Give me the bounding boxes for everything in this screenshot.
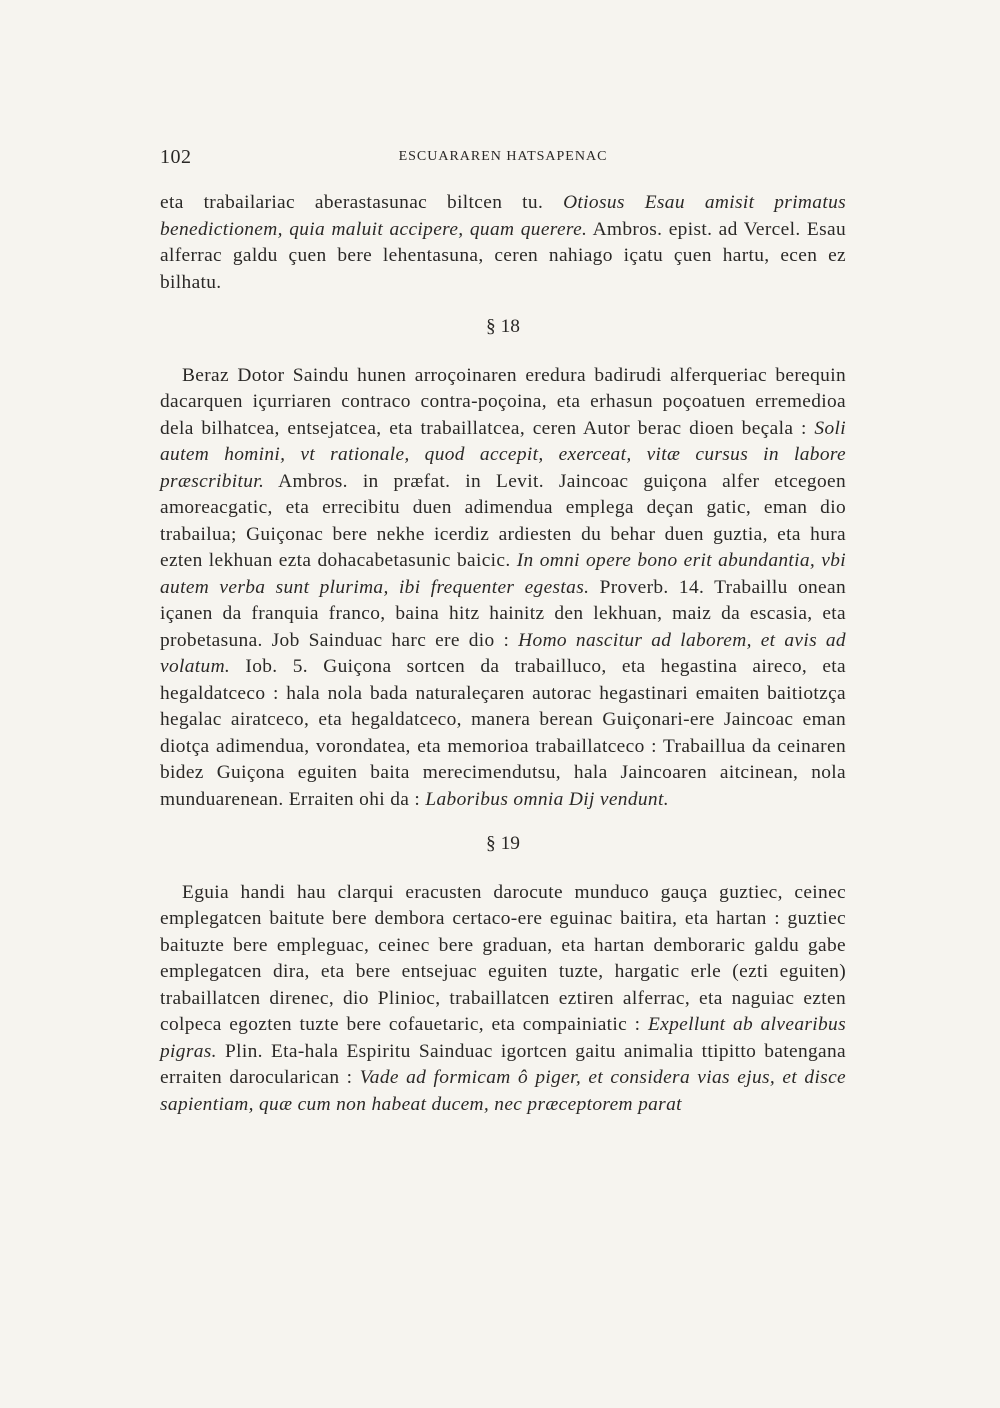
text-run: Ambros. epist. ad Vercel. Esau alferrac galdu çuen bere lehentasuna, ceren nahiago içatu çuen hartu, ecen ez bilhatu. — [160, 218, 846, 293]
page-number: 102 — [160, 146, 192, 168]
text-run: Beraz Dotor Saindu hunen arroçoinaren eredura badirudi alferqueriac berequin dacarquen içurriaren contraco contra-poçoina, eta erhasun poçoatuen erremedioa dela bilhatcea, entsejatcea, eta trabaillatcea, ceren Autor berac dioen beçala : — [160, 364, 846, 439]
text-run: Plin. Eta-hala Espiritu Sainduac igortcen gaitu animalia ttipitto batengana erraiten darocularican : — [160, 1040, 846, 1088]
latin-quotation: Expellunt ab alvearibus pigras. — [160, 1014, 846, 1062]
paragraph-continuation — [160, 190, 846, 296]
latin-quotation: In omni opere bono erit abundantia, vbi autem verba sunt plurima, ibi frequenter egestas. — [160, 550, 846, 598]
book-page — [160, 140, 846, 1118]
text-run: Eguia handi hau clarqui eracusten darocute munduco gauça guztiec, ceinec emplegatcen baitute bere dembora certaco-ere eguinac baitira, eta hartan : guztiec baituzte bere empleguac, ceinec bere graduan, eta hartan demboraric galdu gabe emplegatcen dira, eta bere entsejuac eguiten tuzte, hargatic erle (ezti eguiten) trabaillatcen direnec, dio Plinioc, trabaillatcen eztiren alferrac, eta naguiac ezten colpeca egozten tuzte bere cofauetaric, eta compainiatic : — [160, 881, 846, 1035]
latin-quotation: Otiosus Esau amisit primatus benedictionem, quia maluit accipere, quam querere. — [160, 192, 847, 240]
section-heading-18: § 18 — [486, 316, 520, 337]
text-run: Iob. 5. Guiçona sortcen da trabailluco, eta hegastina aireco, eta hegaldatceco : hala nola bada naturaleçaren autorac hegastinari emaiten baitiotzça hegalac airatceco, eta hegaldatceco, manera berean Guiçonari-ere Jaincoac eman diotça adimendua, vorondatea, eta memorioa trabaillatceco : Trabaillua da ceinaren bidez Guiçona eguiten baita merecimendutsu, hala Jaincoaren aitcinean, nola munduarenean. Erraiten ohi da : — [160, 656, 846, 810]
text-run: eta trabailariac aberastasunac biltcen tu. — [160, 192, 564, 213]
paragraph-section-19 — [160, 880, 846, 1119]
latin-quotation: Vade ad formicam ô piger, et considera vias ejus, et disce sapientiam, quæ cum non habeat ducem, nec præceptorem parat — [160, 1067, 846, 1115]
text-run: Proverb. 14. Trabaillu onean içanen da franquia franco, baina hitz hainitz den lekhuan, maiz da escasia, eta probetasuna. Job Sainduac harc ere dio : — [160, 576, 846, 651]
section-heading-19: § 19 — [486, 833, 520, 854]
paragraph-section-18 — [160, 363, 846, 814]
latin-quotation: Soli autem homini, vt rationale, quod accepit, exerceat, vitæ cursus in labore præscribitur. — [160, 417, 846, 492]
latin-quotation: Laboribus omnia Dij vendunt. — [425, 788, 669, 810]
running-head — [160, 140, 846, 174]
latin-quotation: Homo nascitur ad laborem, et avis ad volatum. — [160, 629, 846, 677]
text-run: Ambros. in præfat. in Levit. Jaincoac guiçona alfer etcegoen amoreacgatic, eta errecibitu duen adimendua emplega deçan gatic, eman dio trabailua; Guiçonac bere nekhe icerdiz ardiesten du behar duen guztia, eta hura ezten lekhuan ezta dohacabetasunic baicic. — [160, 470, 846, 571]
running-title: ESCUARAREN HATSAPENAC — [398, 149, 608, 164]
